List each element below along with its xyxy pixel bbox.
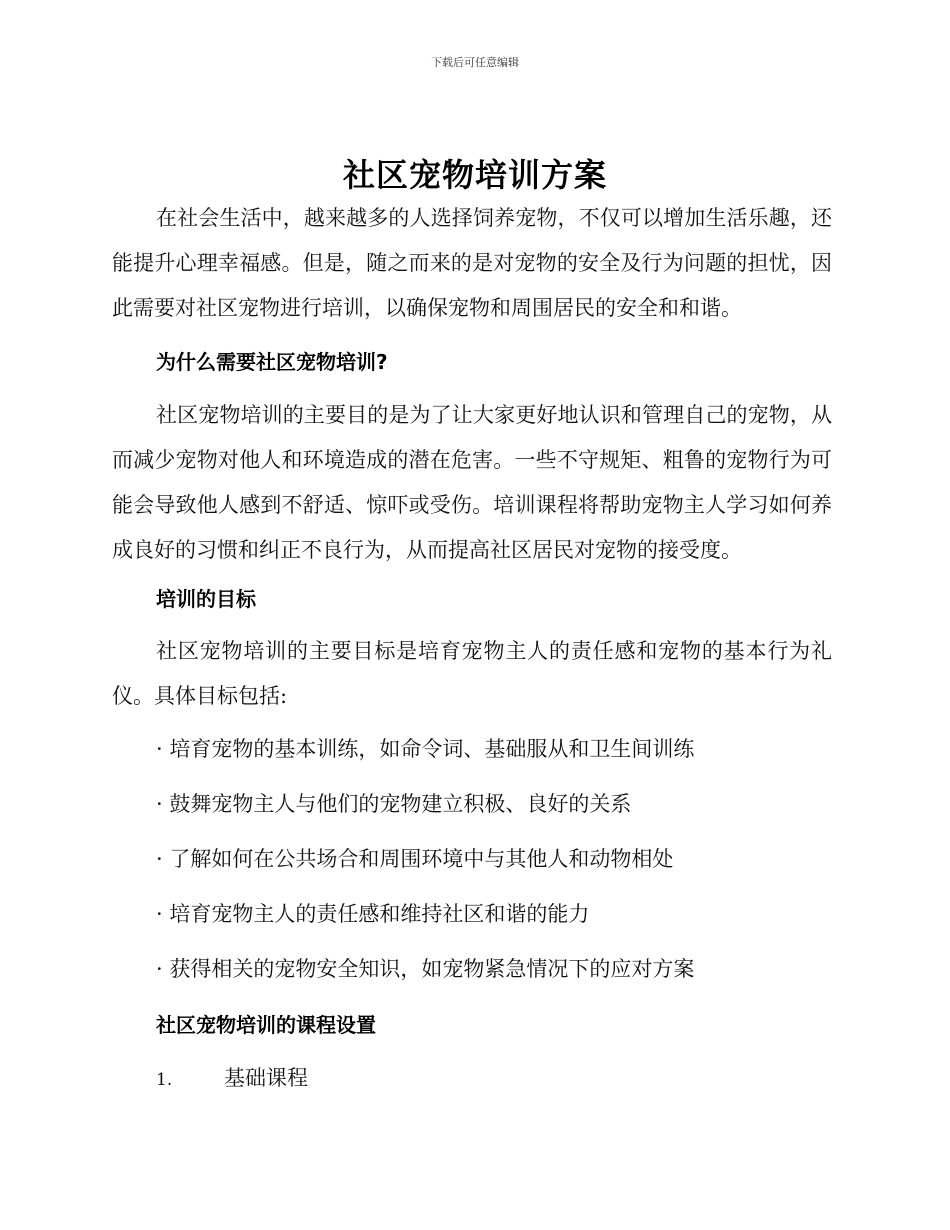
- section-heading-goals: 培训的目标: [156, 587, 256, 611]
- goal-bullet-1: · 培育宠物的基本训练，如命令词、基础服从和卫生间训练: [156, 737, 695, 761]
- section-heading-courses: 社区宠物培训的课程设置: [156, 1013, 376, 1037]
- why-paragraph: 社区宠物培训的主要目的是为了让大家更好地认识和管理自己的宠物，从而减少宠物对他人和环境造成的潜在危害。一些不守规矩、粗鲁的宠物行为可能会导致他人感到不舒适、惊吓或受伤。培训课程将帮助宠物主人学习如何养成良好的习惯和纠正不良行为，从而提高社区居民对宠物的接受度。: [112, 403, 832, 562]
- header-note: 下载后可任意编辑: [431, 56, 519, 69]
- goal-bullet-5: · 获得相关的宠物安全知识，如宠物紧急情况下的应对方案: [156, 957, 695, 981]
- intro-paragraph: 在社会生活中，越来越多的人选择饲养宠物，不仅可以增加生活乐趣，还能提升心理幸福感。但是，随之而来的是对宠物的安全及行为问题的担忧，因此需要对社区宠物进行培训，以确保宠物和周围居民的安全和和谐。: [112, 206, 832, 320]
- course-list-item: [156, 1062, 308, 1092]
- goals-paragraph: 社区宠物培训的主要目标是培育宠物主人的责任感和宠物的基本行为礼仪。具体目标包括:: [112, 639, 832, 708]
- list-number: 1.: [156, 1070, 173, 1090]
- goal-bullet-4: · 培育宠物主人的责任感和维持社区和谐的能力: [156, 902, 590, 926]
- document-title: 社区宠物培训方案: [342, 156, 607, 194]
- goal-bullet-3: · 了解如何在公共场合和周围环境中与其他人和动物相处: [156, 847, 674, 871]
- list-item-label: 基础课程: [224, 1066, 308, 1090]
- goal-bullet-2: · 鼓舞宠物主人与他们的宠物建立积极、良好的关系: [156, 792, 632, 816]
- section-heading-why: 为什么需要社区宠物培训?: [156, 350, 388, 374]
